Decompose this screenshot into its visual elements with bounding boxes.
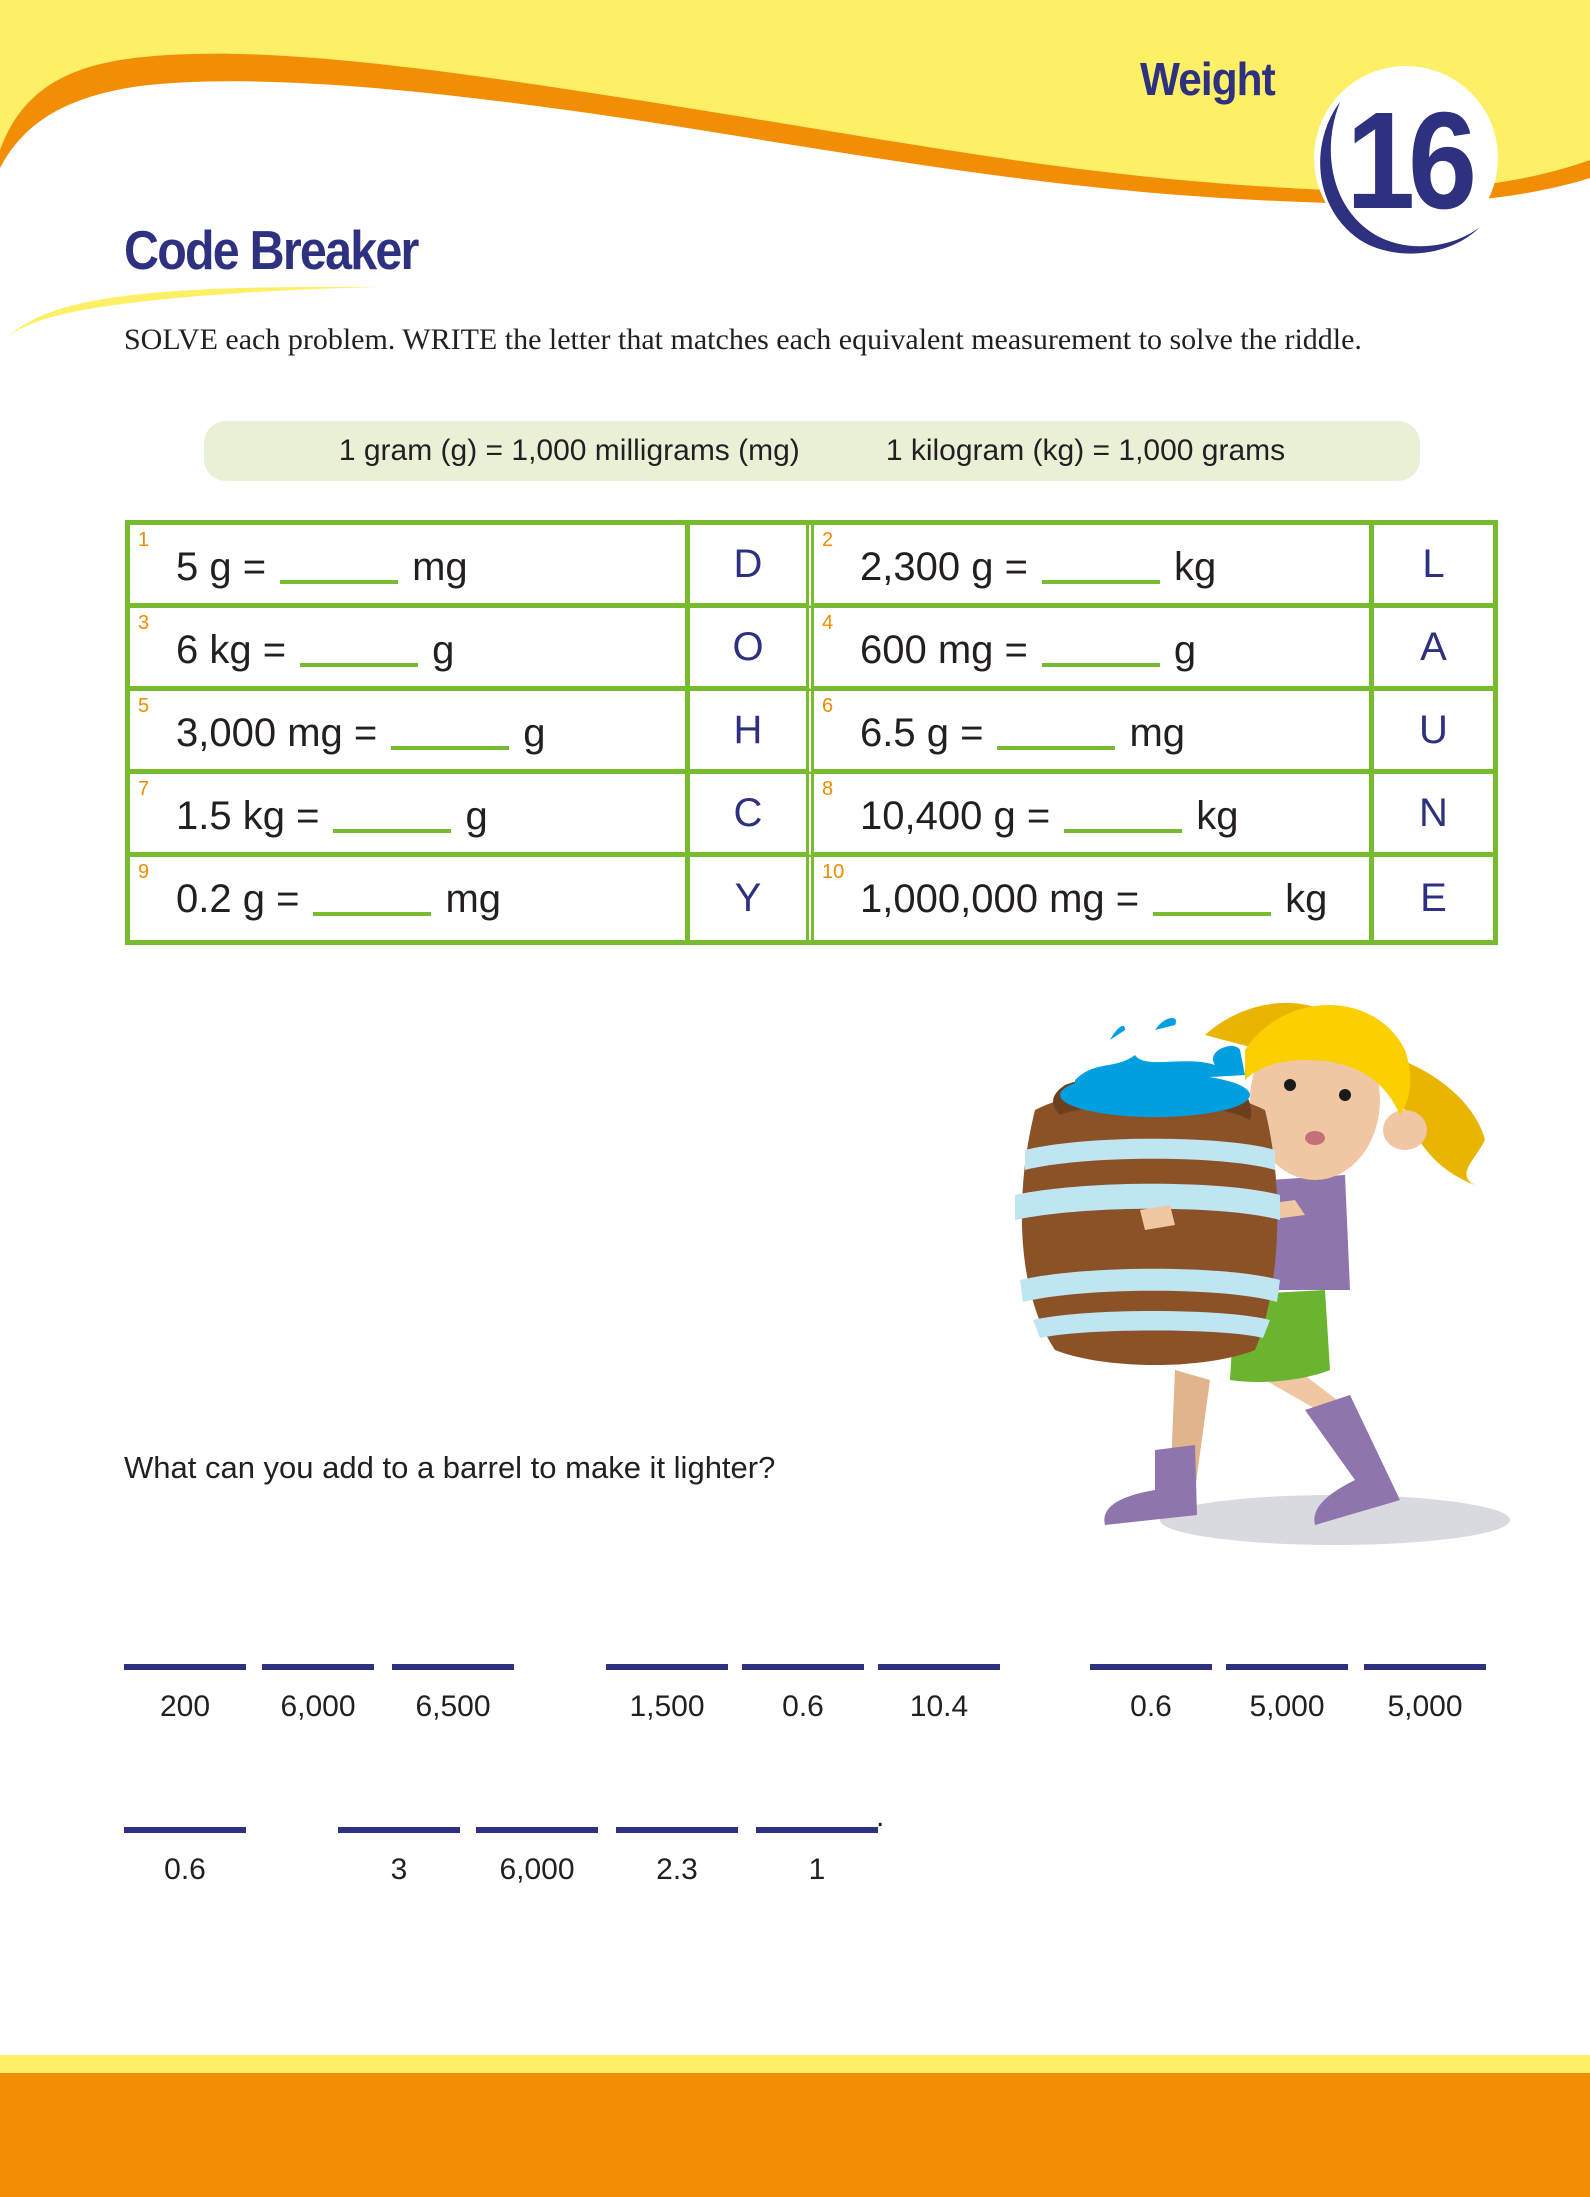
riddle-slot[interactable] — [878, 1664, 1000, 1724]
code-letter: Y — [734, 876, 762, 920]
answer-code: 10.4 — [909, 1690, 969, 1723]
problem-number: 6 — [822, 695, 834, 717]
answer-line[interactable] — [742, 1664, 864, 1670]
problem-unit: g — [523, 711, 546, 755]
problem-expression: 10,400 g = — [860, 794, 1051, 838]
letter-cell-6 — [1374, 691, 1493, 774]
answer-line[interactable] — [476, 1827, 598, 1833]
answer-blank[interactable] — [280, 580, 398, 584]
conversion-kilogram: 1 kilogram (kg) = 1,000 grams — [885, 434, 1286, 467]
conversion-reference-box — [204, 421, 1420, 481]
problem-cell-3 — [130, 608, 690, 691]
problem-cell-9 — [130, 857, 690, 940]
problem-number: 3 — [138, 612, 150, 634]
riddle-slot[interactable] — [338, 1827, 460, 1887]
riddle-slot[interactable] — [742, 1664, 864, 1724]
code-letter: H — [733, 707, 763, 752]
letter-cell-1 — [690, 525, 814, 608]
answer-line[interactable] — [756, 1827, 878, 1833]
problem-cell-8 — [814, 774, 1374, 857]
problem-number: 10 — [822, 861, 845, 883]
code-letter: C — [733, 790, 763, 835]
code-letter: L — [1422, 541, 1445, 586]
riddle-slot[interactable] — [124, 1664, 246, 1724]
riddle-slot[interactable] — [262, 1664, 374, 1724]
answer-blank[interactable] — [333, 829, 451, 833]
answer-blank[interactable] — [391, 746, 509, 750]
letter-cell-7 — [690, 774, 814, 857]
problem-cell-2 — [814, 525, 1374, 608]
footer-yellow-band — [0, 2055, 1590, 2073]
problem-unit: mg — [412, 545, 468, 589]
answer-code: 6,500 — [415, 1690, 491, 1723]
chapter-title: Weight — [1140, 53, 1275, 105]
footer-orange-band — [0, 2073, 1590, 2197]
problem-cell-5 — [130, 691, 690, 774]
answer-line[interactable] — [1364, 1664, 1486, 1670]
code-letter: A — [1420, 624, 1447, 669]
letter-cell-2 — [1374, 525, 1493, 608]
code-letter: D — [733, 541, 763, 586]
problem-expression: 5 g = — [176, 545, 267, 589]
problem-unit: mg — [1129, 711, 1186, 755]
answer-code: 0.6 — [164, 1853, 206, 1886]
riddle-end-period: . — [876, 1800, 885, 1833]
answer-line[interactable] — [1226, 1664, 1348, 1670]
problem-number: 4 — [822, 612, 834, 634]
code-letter: U — [1419, 707, 1448, 752]
answer-blank[interactable] — [313, 912, 431, 916]
problem-number: 5 — [138, 695, 150, 717]
problem-expression: 1,000,000 mg = — [860, 877, 1140, 921]
answer-line[interactable] — [878, 1664, 1000, 1670]
riddle-slot[interactable] — [1364, 1664, 1486, 1724]
answer-blank[interactable] — [1042, 580, 1160, 584]
riddle-slot[interactable] — [476, 1827, 598, 1887]
riddle-slot[interactable] — [616, 1827, 738, 1887]
problem-table — [125, 520, 1498, 945]
problem-number: 8 — [822, 778, 834, 800]
riddle-question: What can you add to a barrel to make it lighter? — [124, 1450, 776, 1485]
answer-code: 5,000 — [1387, 1690, 1463, 1723]
answer-blank[interactable] — [300, 663, 418, 667]
code-letter: O — [732, 624, 764, 669]
problem-unit: kg — [1285, 877, 1328, 921]
problem-unit: g — [432, 628, 455, 672]
problem-expression: 0.2 g = — [176, 877, 300, 921]
answer-blank[interactable] — [1042, 663, 1160, 667]
problem-expression: 1.5 kg = — [176, 794, 320, 838]
problem-number: 1 — [138, 529, 150, 551]
problem-number: 2 — [822, 529, 834, 551]
answer-code: 3 — [390, 1853, 408, 1886]
riddle-slot[interactable] — [606, 1664, 728, 1724]
answer-line[interactable] — [606, 1664, 728, 1670]
letter-cell-10 — [1374, 857, 1493, 940]
answer-line[interactable] — [124, 1827, 246, 1833]
answer-line[interactable] — [392, 1664, 514, 1670]
letter-cell-8 — [1374, 774, 1493, 857]
letter-cell-9 — [690, 857, 814, 940]
problem-number: 7 — [138, 778, 150, 800]
answer-blank[interactable] — [1153, 912, 1271, 916]
letter-cell-3 — [690, 608, 814, 691]
problem-unit: g — [465, 794, 488, 838]
riddle-slot[interactable] — [124, 1827, 246, 1887]
problem-unit: g — [1173, 628, 1197, 672]
riddle-slot[interactable] — [756, 1827, 878, 1887]
answer-line[interactable] — [338, 1827, 460, 1833]
answer-code: 5,000 — [1249, 1690, 1325, 1723]
answer-code: 6,000 — [280, 1690, 356, 1723]
conversion-gram: 1 gram (g) = 1,000 milligrams (mg) — [338, 434, 800, 467]
answer-line[interactable] — [262, 1664, 374, 1670]
answer-blank[interactable] — [997, 746, 1115, 750]
letter-cell-4 — [1374, 608, 1493, 691]
answer-line[interactable] — [1090, 1664, 1212, 1670]
problem-expression: 6 kg = — [176, 628, 287, 672]
answer-blank[interactable] — [1064, 829, 1182, 833]
answer-code: 0.6 — [1130, 1690, 1172, 1723]
problem-number: 9 — [138, 861, 150, 883]
problem-cell-4 — [814, 608, 1374, 691]
problem-cell-1 — [130, 525, 690, 608]
instructions: SOLVE each problem. WRITE the letter that matches each equivalent measurement to solve the riddle. — [124, 323, 1362, 356]
riddle-slot[interactable] — [1090, 1664, 1212, 1724]
girl-carrying-barrel-illustration — [1005, 990, 1525, 1560]
problem-unit: mg — [445, 877, 502, 921]
answer-code: 200 — [159, 1690, 211, 1723]
problem-expression: 600 mg = — [860, 628, 1028, 672]
problem-expression: 3,000 mg = — [176, 711, 378, 755]
answer-code: 6,000 — [499, 1853, 575, 1886]
problem-unit: kg — [1173, 545, 1217, 589]
problem-cell-10 — [814, 857, 1374, 940]
problem-cell-6 — [814, 691, 1374, 774]
chapter-number: 16 — [1346, 84, 1470, 238]
answer-code: 1 — [808, 1853, 826, 1886]
section-title: Code Breaker — [124, 219, 418, 281]
answer-code: 1,500 — [629, 1690, 705, 1723]
code-letter: E — [1420, 876, 1447, 920]
riddle-slot[interactable] — [1226, 1664, 1348, 1724]
problem-expression: 6.5 g = — [860, 711, 984, 755]
answer-code: 2.3 — [656, 1853, 698, 1886]
problem-cell-7 — [130, 774, 690, 857]
letter-cell-5 — [690, 691, 814, 774]
answer-line[interactable] — [124, 1664, 246, 1670]
code-letter: N — [1419, 790, 1448, 835]
problem-unit: kg — [1196, 794, 1239, 838]
problem-expression: 2,300 g = — [860, 545, 1028, 589]
answer-line[interactable] — [616, 1827, 738, 1833]
answer-code: 0.6 — [782, 1690, 824, 1723]
riddle-slot[interactable] — [392, 1664, 514, 1724]
